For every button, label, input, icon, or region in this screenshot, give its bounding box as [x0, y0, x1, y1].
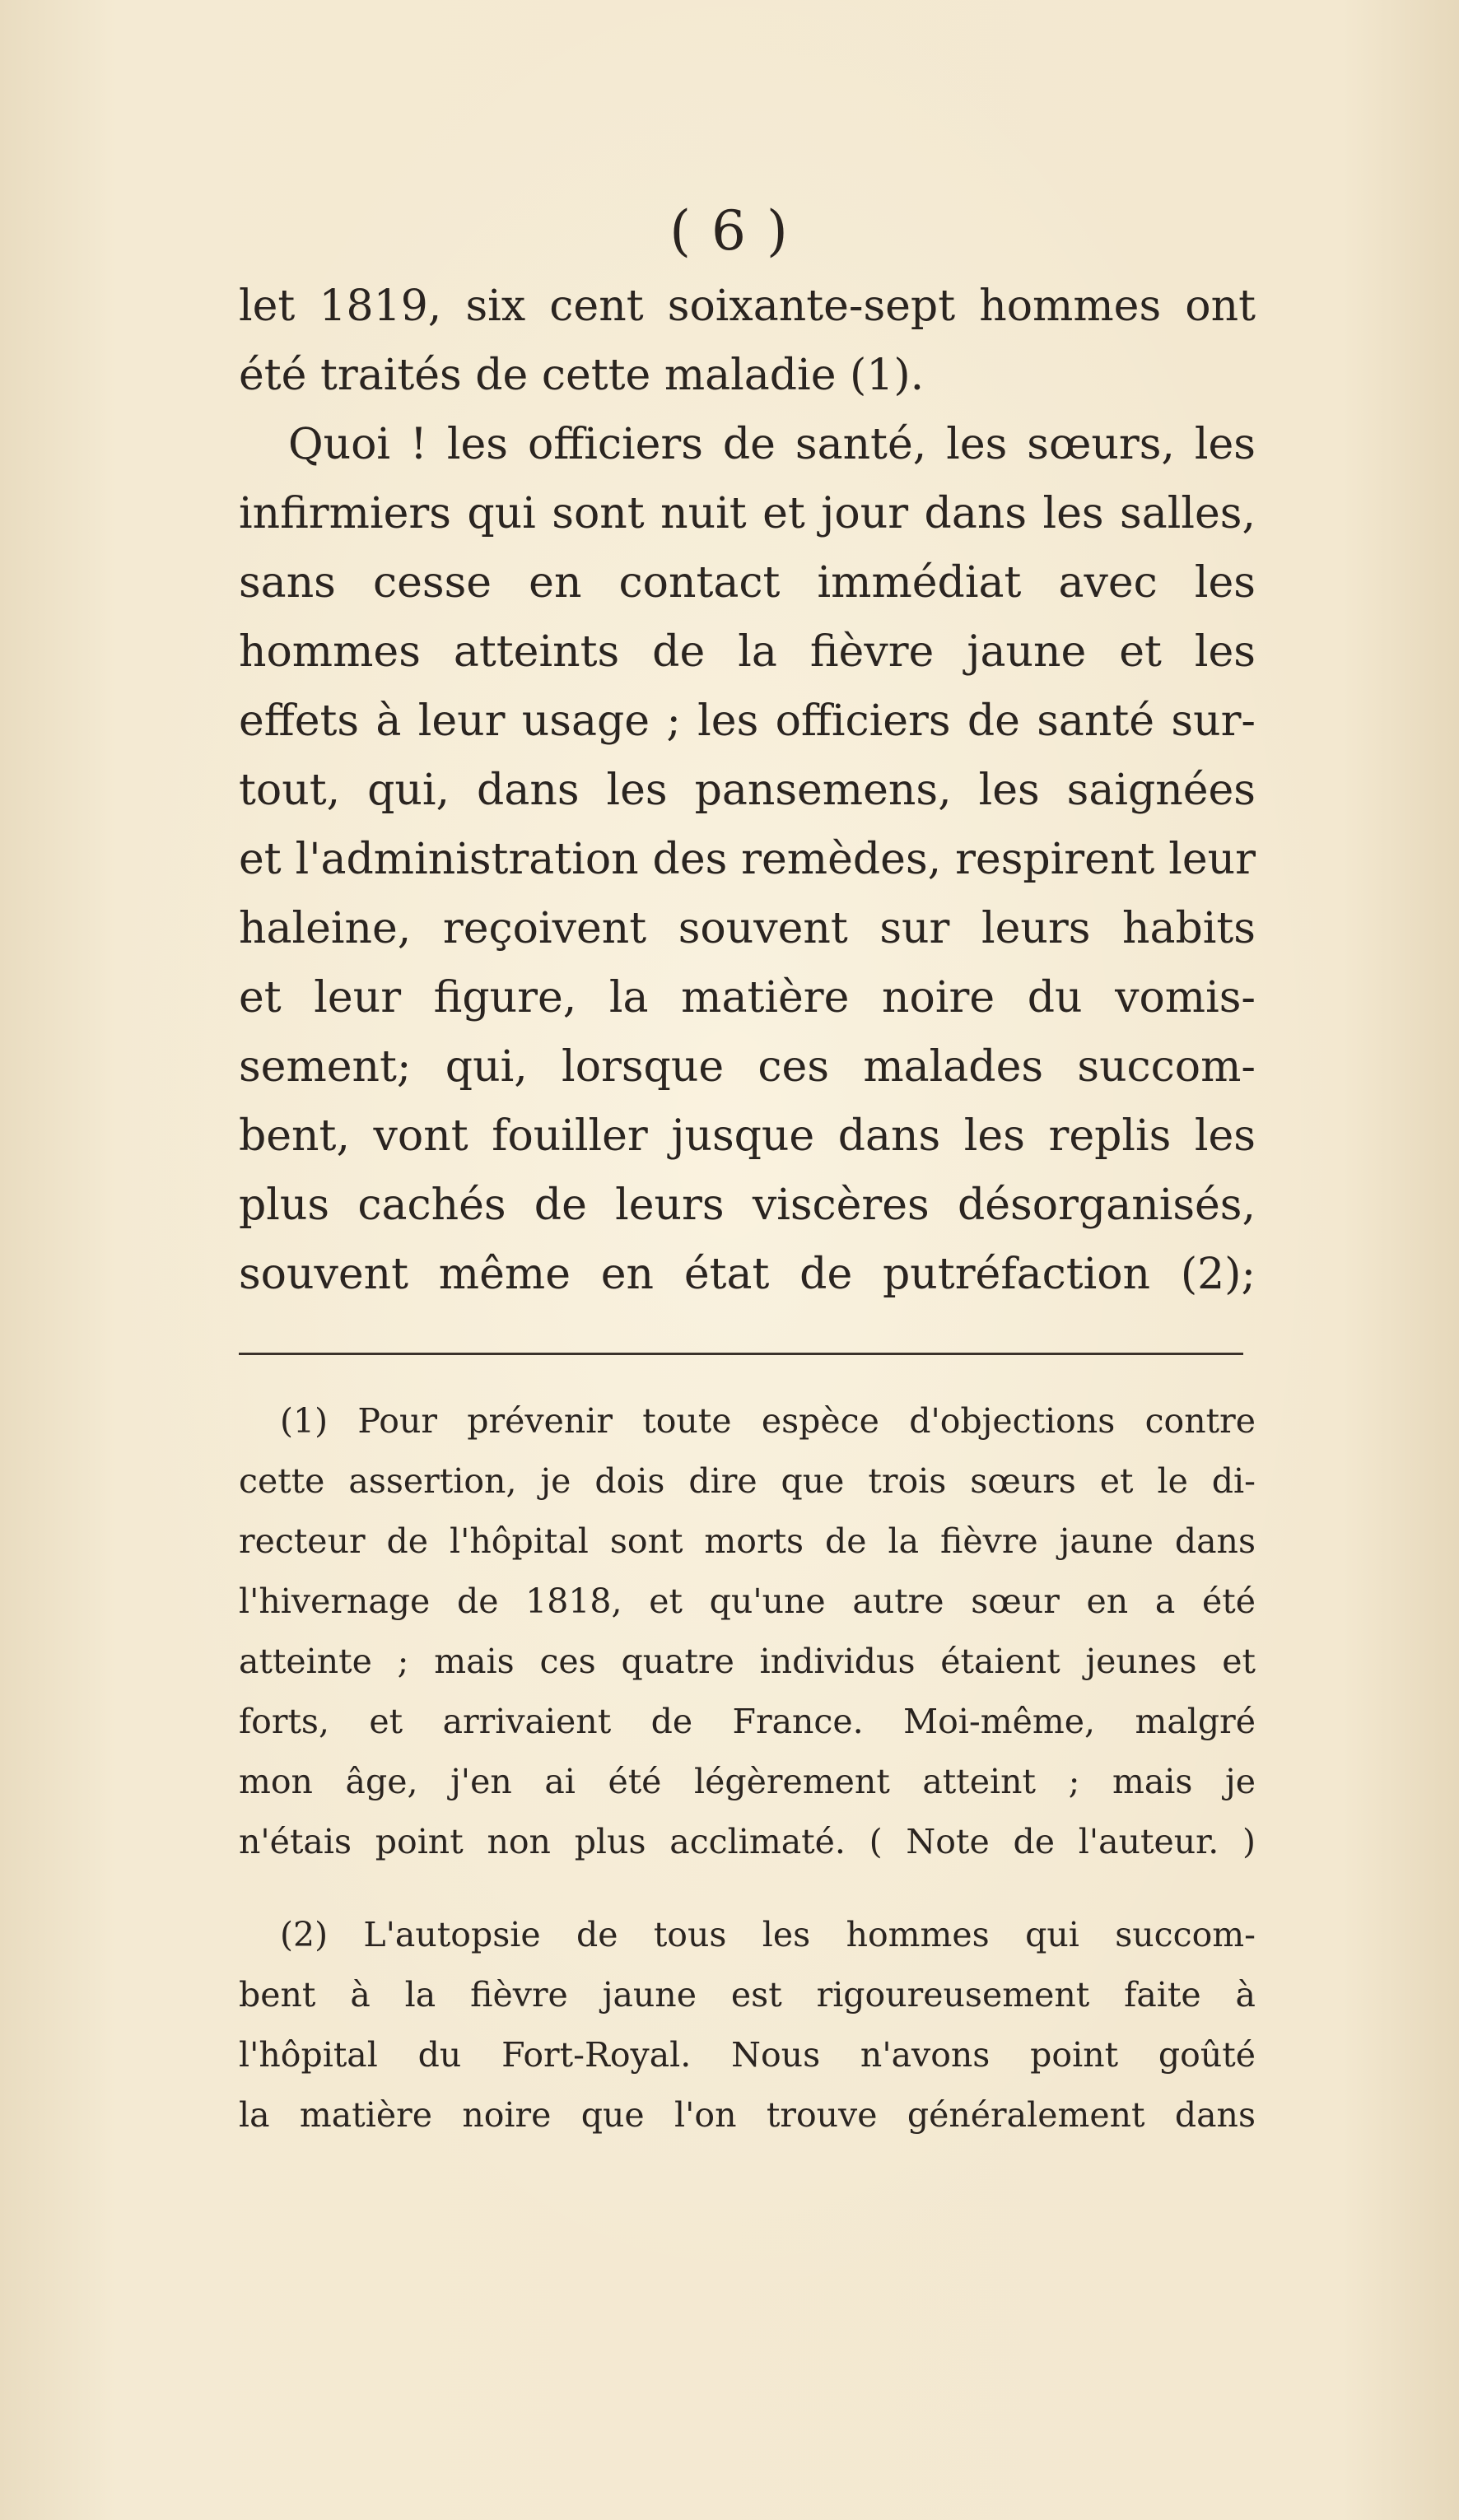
- text-line: sans cesse en contact immédiat avec les: [239, 558, 1256, 608]
- footnotes-block: [239, 1391, 1256, 2145]
- footnote-line: bent à la fièvre jaune est rigoureusement faite à: [239, 1975, 1256, 2015]
- footnote-line: atteinte ; mais ces quatre individus étaient jeunes et: [239, 1642, 1256, 1681]
- text-line: bent, vont fouiller jusque dans les replis les: [239, 1111, 1256, 1161]
- text-line: effets à leur usage ; les officiers de santé sur-: [239, 696, 1256, 746]
- text-line: été traités de cette maladie (1).: [239, 351, 925, 400]
- footnote-line: la matière noire que l'on trouve généralement dans: [239, 2095, 1256, 2135]
- footnote-line: l'hôpital du Fort-Royal. Nous n'avons point goûté: [239, 2035, 1256, 2075]
- main-text-block: [239, 272, 1256, 1309]
- text-line: souvent même en état de putréfaction (2);: [239, 1250, 1256, 1299]
- text-line: tout, qui, dans les pansemens, les saignées: [239, 766, 1256, 815]
- footnote-line: (2) L'autopsie de tous les hommes qui succom-: [280, 1915, 1256, 1954]
- footnote-divider: [239, 1353, 1243, 1355]
- text-line: haleine, reçoivent souvent sur leurs habits: [239, 904, 1256, 953]
- text-line: et l'administration des remèdes, respirent leur: [239, 835, 1256, 884]
- text-line: infirmiers qui sont nuit et jour dans les salles,: [239, 489, 1256, 538]
- page-number: ( 6 ): [669, 199, 790, 263]
- footnote-gap: [239, 1872, 1256, 1905]
- footnote-2: [239, 1905, 1256, 2145]
- footnote-line: n'étais point non plus acclimaté. ( Note de l'auteur. ): [239, 1822, 1256, 1861]
- footnote-line: cette assertion, je dois dire que trois sœurs et le di-: [239, 1461, 1256, 1501]
- footnote-line: (1) Pour prévenir toute espèce d'objections contre: [280, 1401, 1256, 1441]
- footnote-line: forts, et arrivaient de France. Moi-même, malgré: [239, 1702, 1256, 1741]
- footnote-line: mon âge, j'en ai été légèrement atteint ; mais je: [239, 1762, 1256, 1801]
- footnote-1: [239, 1391, 1256, 1872]
- text-line: Quoi ! les officiers de santé, les sœurs, les: [288, 420, 1256, 469]
- footnote-line: recteur de l'hôpital sont morts de la fièvre jaune dans: [239, 1521, 1256, 1561]
- text-line: plus cachés de leurs viscères désorganisés,: [239, 1181, 1256, 1230]
- text-line: et leur figure, la matière noire du vomis-: [239, 973, 1256, 1022]
- footnote-line: l'hivernage de 1818, et qu'une autre sœur en a été: [239, 1581, 1256, 1621]
- text-line: let 1819, six cent soixante-sept hommes ont: [239, 282, 1256, 331]
- text-line: sement; qui, lorsque ces malades succom-: [239, 1042, 1256, 1092]
- text-line: hommes atteints de la fièvre jaune et les: [239, 627, 1256, 677]
